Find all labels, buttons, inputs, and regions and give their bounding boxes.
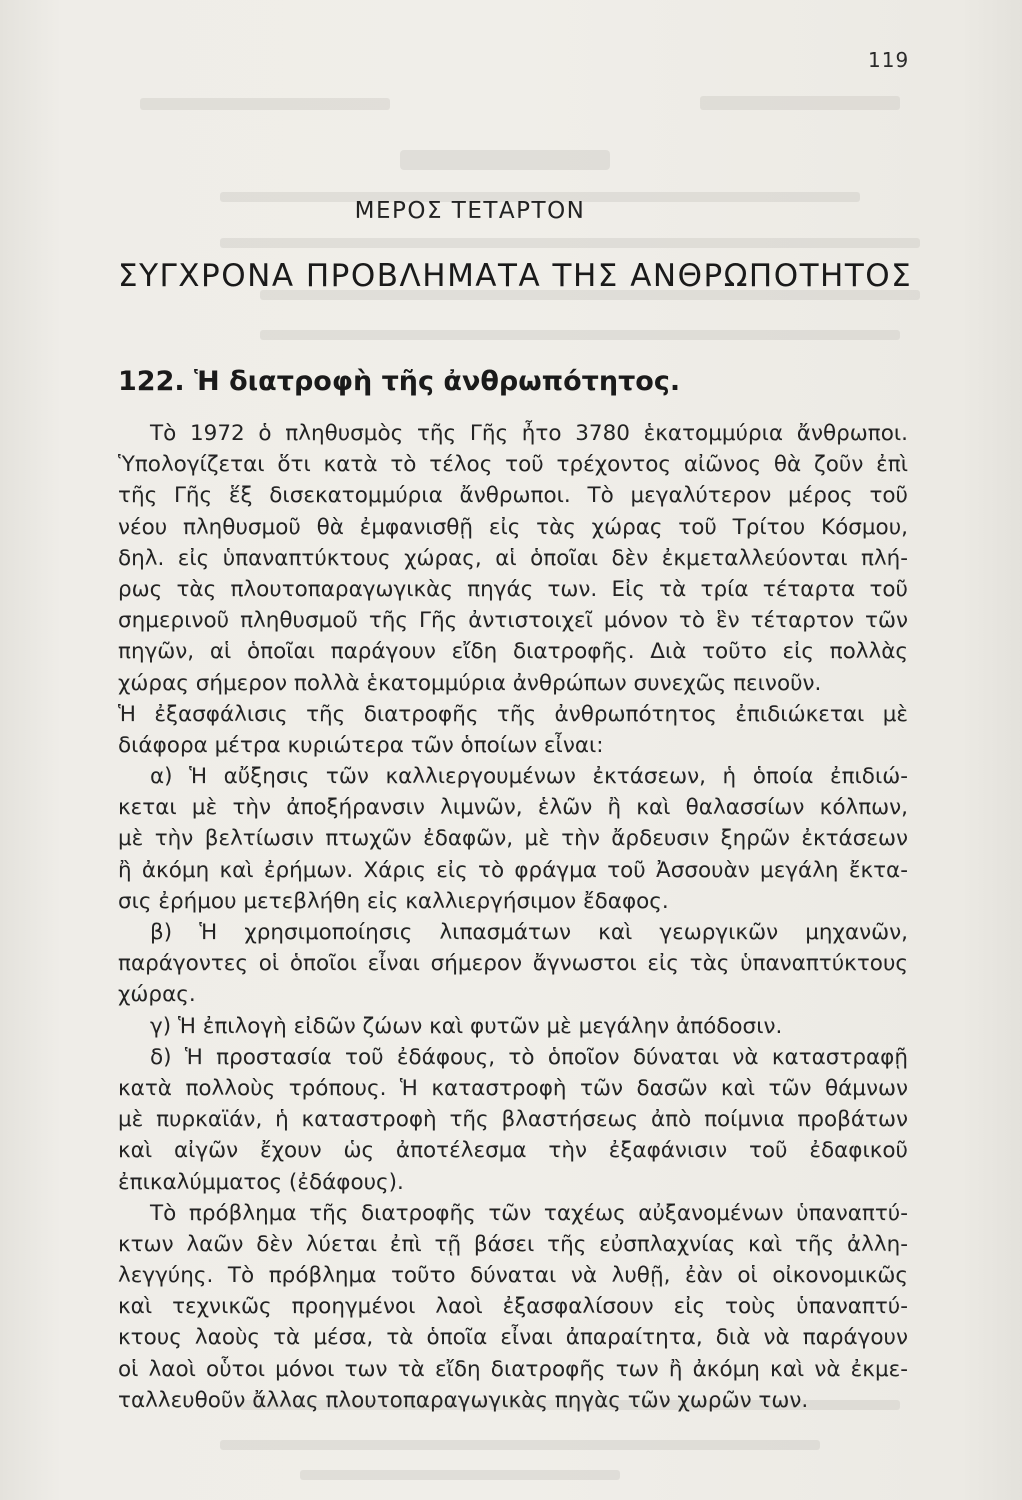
main-title: ΣΥΓΧΡΟΝΑ ΠΡΟΒΛΗΜΑΤΑ ΤΗΣ ΑΝΘΡΩΠΟΤΗΤΟΣ bbox=[118, 258, 913, 294]
text-line: ἢ ἀκόμη καὶ ἐρήμων. Χάρις εἰς τὸ φράγμα τοῦ Ἀσσουὰν μεγάλη ἔκτα- bbox=[118, 857, 908, 883]
text-line: κτους λαοὺς τὰ μέσα, τὰ ὁποῖα εἶναι ἀπαραίτητα, διὰ νὰ παράγουν bbox=[118, 1325, 908, 1351]
text-line: Ὑπολογίζεται ὅτι κατὰ τὸ τέλος τοῦ τρέχοντος αἰῶνος θὰ ζοῦν ἐπὶ bbox=[118, 452, 908, 478]
text-line: χώρας. bbox=[118, 982, 196, 1008]
text-line: τῆς Γῆς ἕξ δισεκατομμύρια ἄνθρωποι. Τὸ μεγαλύτερον μέρος τοῦ bbox=[118, 483, 908, 509]
text-line: καὶ τεχνικῶς προηγμένοι λαοὶ ἐξασφαλίσουν εἰς τοὺς ὑπαναπτύ- bbox=[118, 1294, 908, 1320]
text-line: κτων λαῶν δὲν λύεται ἐπὶ τῇ βάσει τῆς εὐσπλαχνίας καὶ τῆς ἀλλη- bbox=[118, 1231, 908, 1257]
text-line: κεται μὲ τὴν ἀποξήρανσιν λιμνῶν, ἑλῶν ἢ καὶ θαλασσίων κόλπων, bbox=[118, 795, 908, 821]
text-line: οἱ λαοὶ οὗτοι μόνοι των τὰ εἴδη διατροφῆς των ἢ ἀκόμη καὶ νὰ ἐκμε- bbox=[118, 1356, 908, 1382]
text-line: α) Ἡ αὔξησις τῶν καλλιεργουμένων ἐκτάσεων, ἡ ὁποία ἐπιδιώ- bbox=[150, 764, 908, 790]
text-line: κατὰ πολλοὺς τρόπους. Ἡ καταστροφὴ τῶν δασῶν καὶ τῶν θάμνων bbox=[118, 1075, 908, 1101]
part-label: ΜΕΡΟΣ ΤΕΤΑΡΤΟΝ bbox=[354, 198, 586, 224]
text-line: δ) Ἡ προστασία τοῦ ἐδάφους, τὸ ὁποῖον δύναται νὰ καταστραφῇ bbox=[150, 1044, 908, 1070]
text-line: σις ἐρήμου μετεβλήθη εἰς καλλιεργήσιμον ἔδαφος. bbox=[118, 888, 669, 914]
text-line: ταλλευθοῦν ἄλλας πλουτοπαραγωγικὰς πηγὰς τῶν χωρῶν των. bbox=[118, 1387, 809, 1413]
text-line: β) Ἡ χρησιμοποίησις λιπασμάτων καὶ γεωργικῶν μηχανῶν, bbox=[150, 920, 908, 945]
text-line: νέου πληθυσμοῦ θὰ ἐμφανισθῇ εἰς τὰς χώρας τοῦ Τρίτου Κόσμου, bbox=[118, 514, 908, 540]
text-line: παράγοντες οἱ ὁποῖοι εἶναι σήμερον ἄγνωστοι εἰς τὰς ὑπαναπτύκτους bbox=[118, 951, 908, 977]
text-line: μὲ πυρκαϊάν, ἡ καταστροφὴ τῆς βλαστήσεως ἀπὸ ποίμνια προβάτων bbox=[118, 1107, 908, 1133]
text-line: λεγγύης. Τὸ πρόβλημα τοῦτο δύναται νὰ λυθῇ, ἐὰν οἱ οἰκονομικῶς bbox=[118, 1263, 908, 1289]
text-line: ἐπικαλύμματος (ἐδάφους). bbox=[118, 1169, 404, 1195]
text-line: πηγῶν, αἱ ὁποῖαι παράγουν εἴδη διατροφῆς. Διὰ τοῦτο εἰς πολλὰς bbox=[118, 639, 908, 665]
body-text bbox=[118, 418, 908, 1416]
text-line: διάφορα μέτρα κυριώτερα τῶν ὁποίων εἶναι: bbox=[118, 732, 604, 758]
text-line: Τὸ πρόβλημα τῆς διατροφῆς τῶν ταχέως αὐξανομένων ὑπαναπτύ- bbox=[150, 1200, 908, 1226]
section-heading: 122. Ἡ διατροφὴ τῆς ἀνθρωπότητος. bbox=[118, 366, 681, 397]
text-line: Ἡ ἐξασφάλισις τῆς διατροφῆς τῆς ἀνθρωπότητος ἐπιδιώκεται μὲ bbox=[118, 701, 908, 727]
text-line: ρως τὰς πλουτοπαραγωγικὰς πηγάς των. Εἰς τὰ τρία τέταρτα τοῦ bbox=[118, 576, 908, 602]
text-line: γ) Ἡ ἐπιλογὴ εἰδῶν ζώων καὶ φυτῶν μὲ μεγάλην ἀπόδοσιν. bbox=[150, 1013, 783, 1039]
text-line: δηλ. εἰς ὑπαναπτύκτους χώρας, αἱ ὁποῖαι δὲν ἐκμεταλλεύονται πλή- bbox=[118, 545, 908, 571]
text-line: χώρας σήμερον πολλὰ ἑκατομμύρια ἀνθρώπων συνεχῶς πεινοῦν. bbox=[118, 670, 822, 696]
text-line: μὲ τὴν βελτίωσιν πτωχῶν ἐδαφῶν, μὲ τὴν ἄρδευσιν ξηρῶν ἐκτάσεων bbox=[118, 826, 908, 852]
text-line: Τὸ 1972 ὁ πληθυσμὸς τῆς Γῆς ἦτο 3780 ἑκατομμύρια ἄνθρωποι. bbox=[150, 421, 908, 446]
page-number: 119 bbox=[868, 48, 910, 72]
text-line: καὶ αἰγῶν ἔχουν ὡς ἀποτέλεσμα τὴν ἐξαφάνισιν τοῦ ἐδαφικοῦ bbox=[118, 1138, 908, 1164]
text-line: σημερινοῦ πληθυσμοῦ τῆς Γῆς ἀντιστοιχεῖ μόνον τὸ ἓν τέταρτον τῶν bbox=[118, 608, 908, 634]
